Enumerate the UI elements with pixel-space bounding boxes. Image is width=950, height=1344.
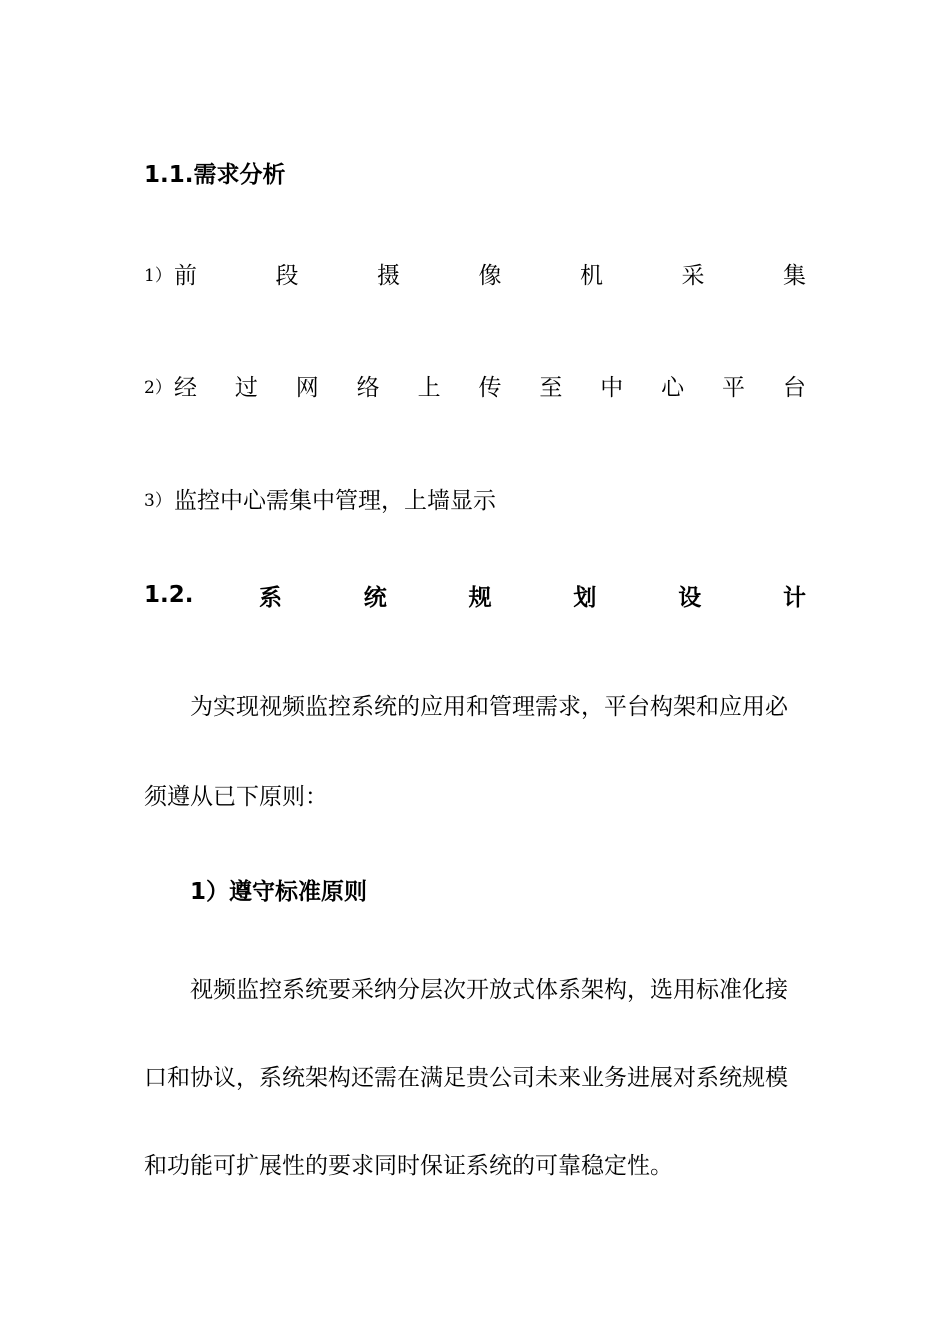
item-char: 摄: [377, 262, 400, 289]
principle-paragraph-line-3: 和功能可扩展性的要求同时保证系统的可靠稳定性。: [144, 1153, 673, 1179]
item-char: 像: [478, 262, 502, 289]
item-char: 心: [661, 374, 685, 401]
item-char: 络: [356, 374, 380, 401]
item-number: 2）: [144, 377, 172, 398]
section-heading-1-2: [144, 578, 806, 612]
principle-heading-1: 1）遵守标准原则: [190, 879, 368, 905]
item-number: 1）: [144, 265, 172, 286]
item-char: 网: [295, 374, 319, 401]
intro-paragraph-line-2: 须遵从已下原则：: [144, 784, 328, 810]
principle-paragraph-line-1: 视频监控系统要采纳分层次开放式体系架构，选用标准化接: [190, 977, 788, 1003]
item-char: 台: [782, 374, 806, 401]
item-char: 经: [174, 374, 197, 401]
requirement-item-2: [144, 368, 806, 402]
item-char: 集: [783, 262, 806, 289]
item-char: 至: [539, 374, 563, 401]
item-text: [174, 257, 806, 290]
item-char: 段: [275, 262, 299, 289]
item-char: 过: [234, 374, 258, 401]
item-text: 监控中心需集中管理，上墙显示: [174, 487, 496, 514]
heading-char: 划: [573, 584, 597, 611]
item-char: 平: [722, 374, 746, 401]
item-number: 3）: [144, 490, 172, 511]
heading-char: 计: [782, 584, 806, 611]
heading-char: 规: [468, 584, 492, 611]
heading-text: [259, 579, 806, 612]
item-char: 采: [681, 262, 705, 289]
intro-paragraph-line-1: 为实现视频监控系统的应用和管理需求，平台构架和应用必: [190, 694, 788, 720]
item-char: 机: [580, 262, 603, 289]
item-char: 上: [417, 374, 441, 401]
principle-paragraph-line-2: 口和协议，系统架构还需在满足贵公司未来业务进展对系统规模: [144, 1065, 788, 1091]
section-heading-1-1: 1.1.需求分析: [144, 162, 286, 188]
requirement-item-3: [144, 481, 806, 515]
heading-char: 统: [363, 584, 387, 611]
item-char: 中: [600, 374, 624, 401]
item-text: [174, 369, 806, 402]
item-char: 传: [478, 374, 502, 401]
heading-char: 设: [678, 584, 702, 611]
requirement-item-1: [144, 256, 806, 290]
heading-number: 1.2.: [144, 582, 194, 608]
item-char: 前: [174, 262, 197, 289]
heading-char: 系: [259, 584, 282, 611]
